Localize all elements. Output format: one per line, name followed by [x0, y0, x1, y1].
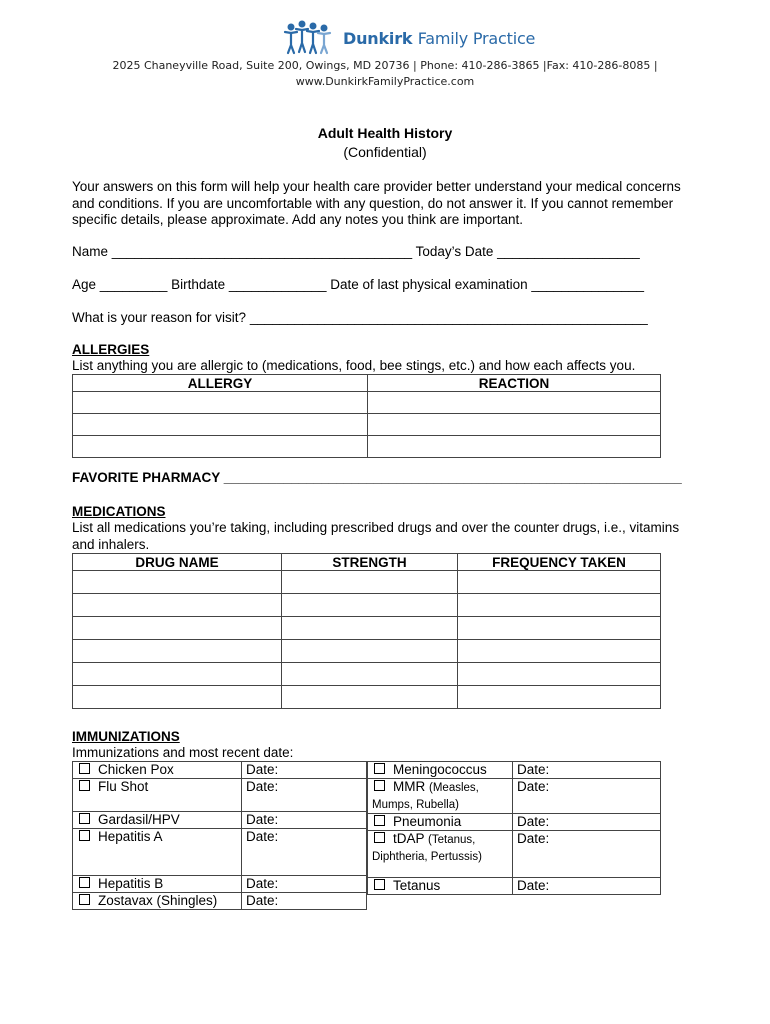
strength-cell[interactable]: [282, 686, 458, 709]
allergies-heading: ALLERGIES: [72, 342, 150, 357]
date-cell[interactable]: Date:: [513, 762, 661, 779]
date-cell[interactable]: Date:: [242, 829, 367, 876]
practice-address: 2025 Chaneyville Road, Suite 200, Owings, MD 20736 | Phone: 410-286-3865 |Fax: 410-286-8085 |: [112, 59, 658, 72]
table-row: [73, 812, 367, 829]
checkbox-icon[interactable]: [374, 832, 385, 843]
immunizations-right-table: [367, 761, 661, 895]
drug-name-cell[interactable]: [73, 640, 282, 663]
table-row: [368, 831, 661, 878]
immunization-gardasil-hpv[interactable]: Gardasil/HPV: [73, 812, 242, 829]
form-subtitle: (Confidential): [343, 144, 427, 160]
allergy-cell[interactable]: [73, 392, 368, 414]
age-birthdate-line[interactable]: Age _________ Birthdate _____________ Date of last physical examination _______________: [72, 277, 644, 292]
table-row: [73, 617, 661, 640]
frequency-cell[interactable]: [458, 640, 661, 663]
medications-instructions: List all medications you’re taking, including prescribed drugs and over the counter drugs, i.e., vitamins and inhalers.: [72, 520, 680, 552]
drug-name-cell[interactable]: [73, 686, 282, 709]
date-cell[interactable]: Date:: [513, 779, 661, 814]
name-date-line[interactable]: Name ________________________________________ Today’s Date ___________________: [72, 244, 640, 259]
reaction-cell[interactable]: [368, 436, 661, 458]
strength-cell[interactable]: [282, 640, 458, 663]
immunizations-left-table: [72, 761, 367, 910]
date-cell[interactable]: Date:: [242, 812, 367, 829]
table-row: [73, 779, 367, 812]
immunization-hepatitis-b[interactable]: Hepatitis B: [73, 876, 242, 893]
checkbox-icon[interactable]: [79, 877, 90, 888]
table-row: [368, 814, 661, 831]
frequency-cell[interactable]: [458, 594, 661, 617]
date-cell[interactable]: Date:: [242, 762, 367, 779]
checkbox-icon[interactable]: [79, 763, 90, 774]
date-cell[interactable]: Date:: [513, 814, 661, 831]
table-row: [73, 876, 367, 893]
date-cell[interactable]: Date:: [242, 876, 367, 893]
table-row: [73, 594, 661, 617]
drug-name-cell[interactable]: [73, 617, 282, 640]
checkbox-icon[interactable]: [374, 780, 385, 791]
frequency-cell[interactable]: [458, 663, 661, 686]
drug-name-cell[interactable]: [73, 663, 282, 686]
intro-paragraph: Your answers on this form will help your health care provider better understand your medical concerns and conditions. If you are uncomfortable with any question, do not answer it. If you cannot remember specific details, please approximate. Add any notes you think are important.: [72, 179, 681, 227]
checkbox-icon[interactable]: [374, 815, 385, 826]
strength-cell[interactable]: [282, 571, 458, 594]
immunization-tdap[interactable]: tDAP (Tetanus, Diphtheria, Pertussis): [368, 831, 513, 878]
reaction-cell[interactable]: [368, 392, 661, 414]
date-cell[interactable]: Date:: [242, 779, 367, 812]
practice-website: www.DunkirkFamilyPractice.com: [295, 75, 475, 88]
immunizations-heading: IMMUNIZATIONS: [72, 729, 180, 744]
reaction-column-header: REACTION: [368, 375, 661, 392]
table-row: [73, 686, 661, 709]
immunization-pneumonia[interactable]: Pneumonia: [368, 814, 513, 831]
reaction-cell[interactable]: [368, 414, 661, 436]
strength-cell[interactable]: [282, 594, 458, 617]
immunization-zostavax[interactable]: Zostavax (Shingles): [73, 893, 242, 910]
practice-name: Dunkirk Family Practice: [343, 28, 536, 48]
table-row: [73, 640, 661, 663]
checkbox-icon[interactable]: [374, 763, 385, 774]
immunization-mmr[interactable]: MMR (Measles, Mumps, Rubella): [368, 779, 513, 814]
table-row: [73, 829, 367, 876]
checkbox-icon[interactable]: [79, 780, 90, 791]
checkbox-icon[interactable]: [79, 813, 90, 824]
table-row: [73, 571, 661, 594]
checkbox-icon[interactable]: [374, 879, 385, 890]
allergies-table: [72, 374, 661, 458]
allergies-instructions: List anything you are allergic to (medications, food, bee stings, etc.) and how each affects you.: [72, 358, 636, 373]
strength-cell[interactable]: [282, 663, 458, 686]
immunization-chicken-pox[interactable]: Chicken Pox: [73, 762, 242, 779]
drug-name-cell[interactable]: [73, 571, 282, 594]
immunization-tetanus[interactable]: Tetanus: [368, 878, 513, 895]
practice-logo: [283, 20, 535, 56]
table-row: [368, 878, 661, 895]
checkbox-icon[interactable]: [79, 894, 90, 905]
medications-table: [72, 553, 661, 709]
frequency-column-header: FREQUENCY TAKEN: [458, 554, 661, 571]
form-title: Adult Health History: [317, 125, 453, 141]
reason-for-visit-line[interactable]: What is your reason for visit? _____________________________________________________: [72, 310, 648, 325]
drug-name-cell[interactable]: [73, 594, 282, 617]
people-logo-icon: [283, 20, 339, 56]
checkbox-icon[interactable]: [79, 830, 90, 841]
table-row: [73, 663, 661, 686]
table-row: [368, 762, 661, 779]
strength-column-header: STRENGTH: [282, 554, 458, 571]
date-cell[interactable]: Date:: [242, 893, 367, 910]
frequency-cell[interactable]: [458, 617, 661, 640]
table-row: [73, 893, 367, 910]
table-row: [73, 436, 661, 458]
allergy-column-header: ALLERGY: [73, 375, 368, 392]
frequency-cell[interactable]: [458, 686, 661, 709]
immunization-hepatitis-a[interactable]: Hepatitis A: [73, 829, 242, 876]
table-row: [73, 414, 661, 436]
table-row: [73, 392, 661, 414]
favorite-pharmacy-line[interactable]: FAVORITE PHARMACY _____________________________________________________________: [72, 470, 682, 485]
allergy-cell[interactable]: [73, 436, 368, 458]
frequency-cell[interactable]: [458, 571, 661, 594]
date-cell[interactable]: Date:: [513, 878, 661, 895]
allergy-cell[interactable]: [73, 414, 368, 436]
date-cell[interactable]: Date:: [513, 831, 661, 878]
table-row: [73, 762, 367, 779]
immunization-flu-shot[interactable]: Flu Shot: [73, 779, 242, 812]
immunization-meningococcus[interactable]: Meningococcus: [368, 762, 513, 779]
strength-cell[interactable]: [282, 617, 458, 640]
drug-name-column-header: DRUG NAME: [73, 554, 282, 571]
medications-heading: MEDICATIONS: [72, 504, 166, 519]
immunizations-instructions: Immunizations and most recent date:: [72, 745, 294, 760]
table-row: [368, 779, 661, 814]
